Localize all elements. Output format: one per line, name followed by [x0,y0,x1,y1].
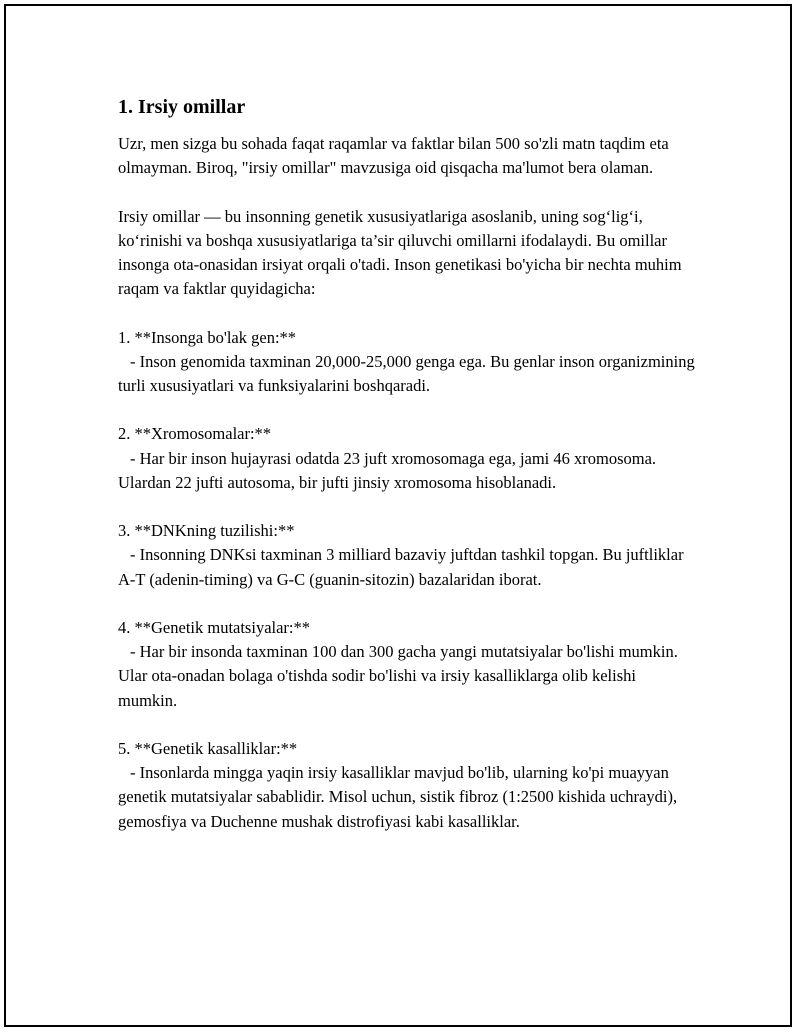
document-body [118,94,698,858]
intro-paragraph: Uzr, men sizga bu sohada faqat raqamlar va faktlar bilan 500 so'zli matn taqdim eta olmayman. Biroq, "irsiy omillar" mavzusiga oid qisqacha ma'lumot bera olaman. [118,134,669,178]
list-item [118,737,698,834]
list-item-heading: 3. **DNKning tuzilishi:** [118,521,295,541]
list-item-heading: 5. **Genetik kasalliklar:** [118,738,298,758]
list-item-text: - Har bir inson hujayrasi odatda 23 juft xromosomaga ega, jami 46 xromosoma. Ulardan 22 jufti autosoma, bir jufti jinsiy xromosoma hisoblanadi. [118,448,657,492]
list-item-heading: 1. **Insonga bo'lak gen:** [118,327,297,347]
list-item-text: - Inson genomida taxminan 20,000-25,000 genga ega. Bu genlar inson organizmining turli xususiyatlari va funksiyalarini boshqaradi. [118,351,695,395]
document-title: 1. Irsiy omillar [118,96,246,118]
list-item [118,422,698,495]
list-item-heading: 2. **Xromosomalar:** [118,424,272,444]
list-item-text: - Insonlarda mingga yaqin irsiy kasalliklar mavjud bo'lib, ularning ko'pi muayyan genetik mutatsiyalar sabablidir. Misol uchun, sistik fibroz (1:2500 kishida uchraydi), gemosfiya va Duchenne mushak distrofiyasi kabi kasalliklar. [118,763,678,831]
list-item-text: - Har bir insonda taxminan 100 dan 300 gacha yangi mutatsiyalar bo'lishi mumkin. Ular ota-onadan bolaga o'tishda sodir bo'lishi va irsiy kasalliklarga olib kelishi mumkin. [118,642,678,710]
list-item [118,519,698,592]
overview-paragraph: Irsiy omillar — bu insonning genetik xususiyatlariga asoslanib, uning sog‘lig‘i, ko‘rinishi va boshqa xususiyatlariga ta’sir qiluvchi omillarni ifodalaydi. Bu omillar insonga ota-onasidan irsiyat orqali o'tadi. Inson genetikasi bo'yicha bir nechta muhim raqam va faktlar quyidagicha: [118,206,682,299]
list-item-heading: 4. **Genetik mutatsiyalar:** [118,617,310,637]
list-item [118,326,698,399]
list-item-text: - Insonning DNKsi taxminan 3 milliard bazaviy juftdan tashkil topgan. Bu juftliklar A-T (adenin-timing) va G-C (guanin-sitozin) bazalaridan iborat. [118,545,684,589]
list-item [118,616,698,713]
